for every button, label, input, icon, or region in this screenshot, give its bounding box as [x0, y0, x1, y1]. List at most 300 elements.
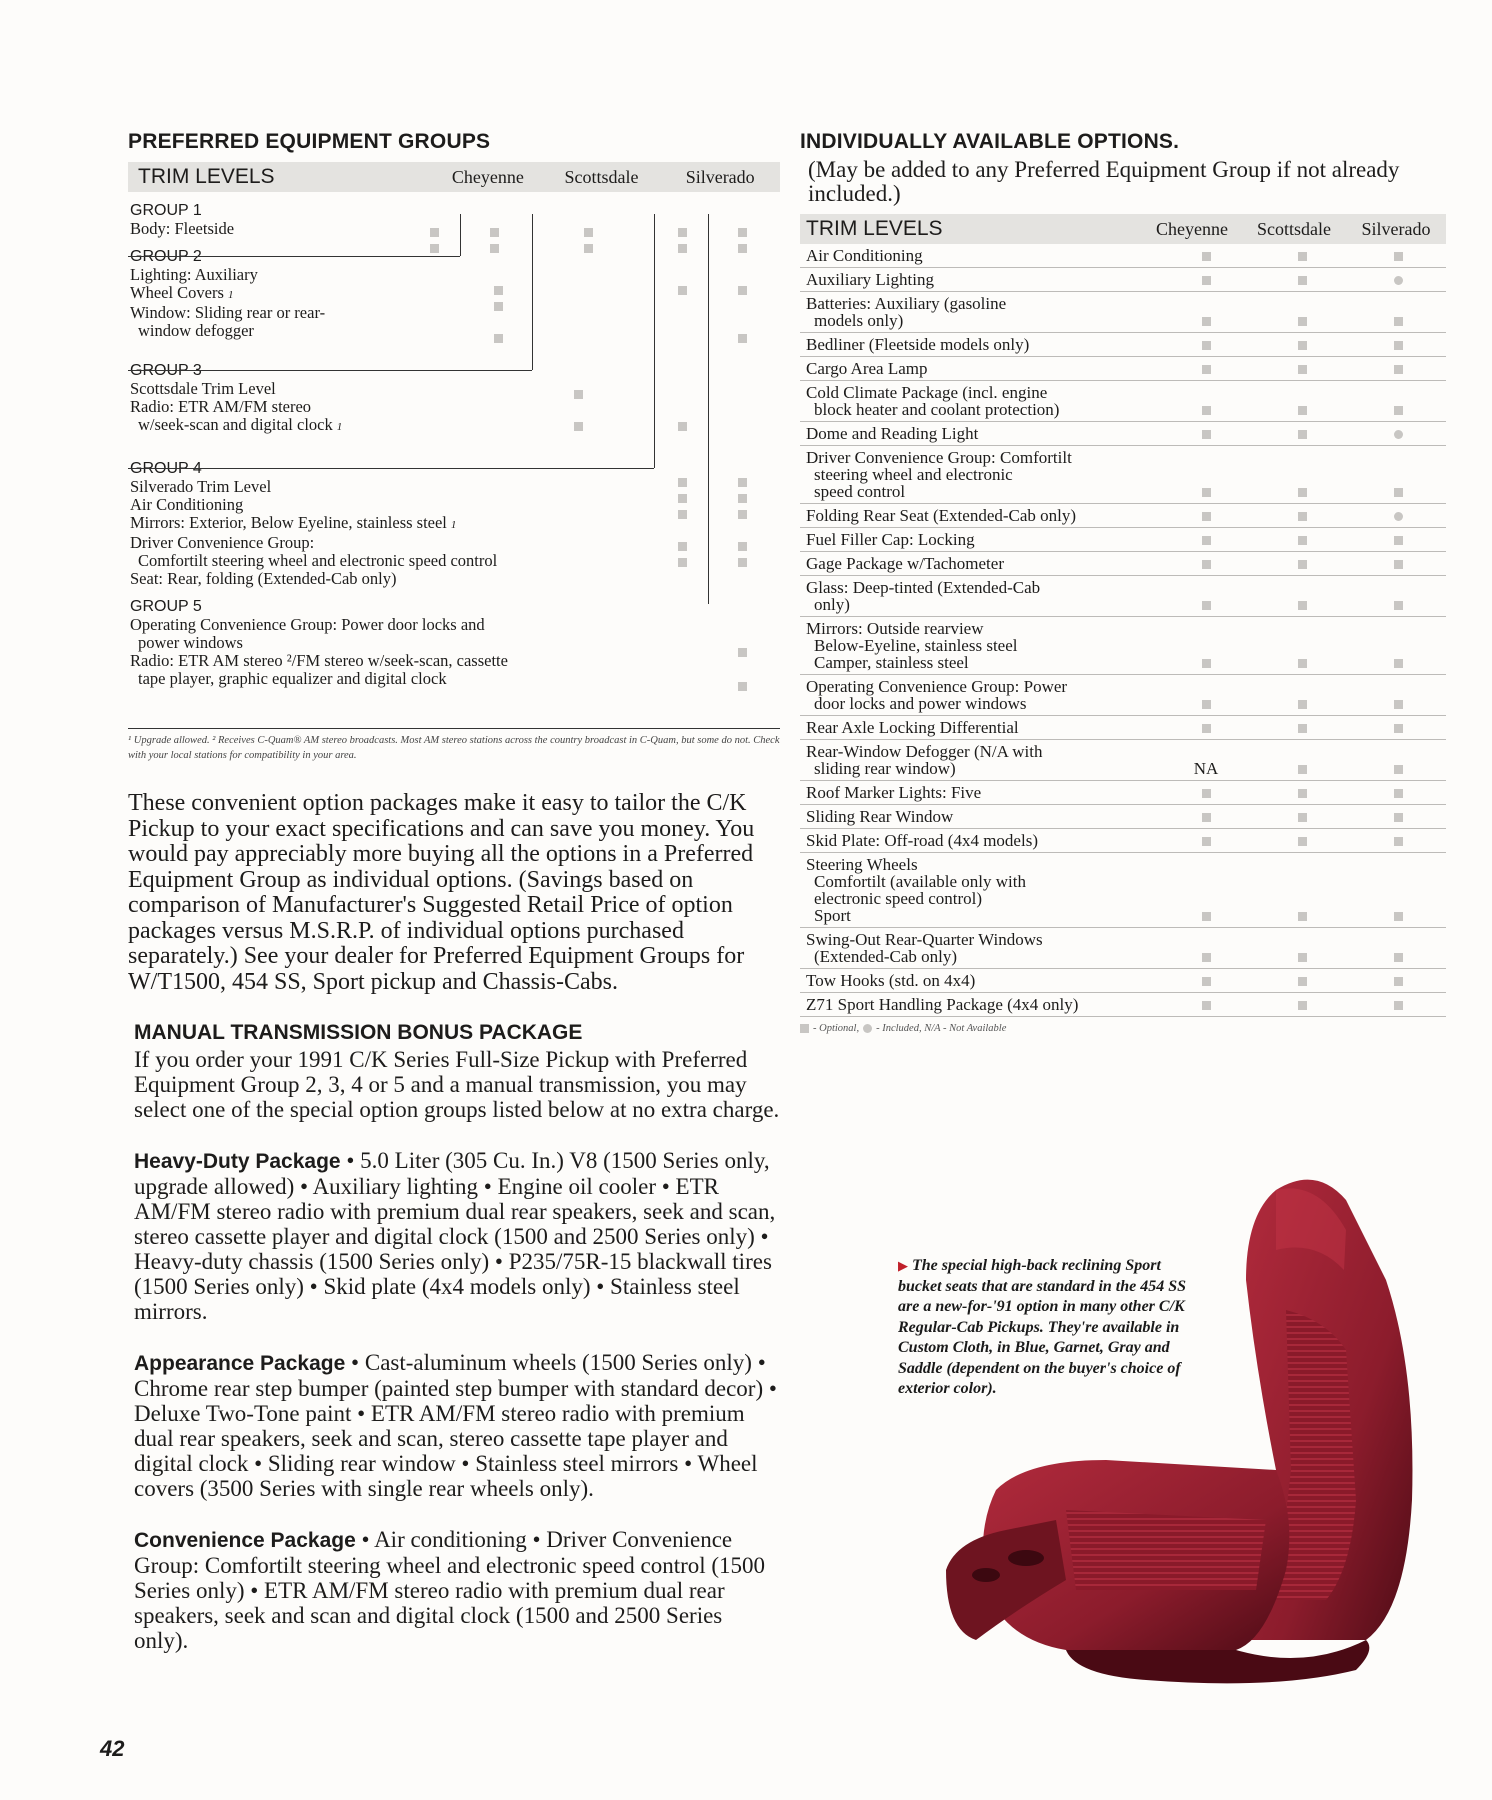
group-line: Driver Convenience Group:	[130, 533, 315, 552]
optional-icon	[1202, 724, 1211, 733]
option-availability-cell	[1254, 422, 1350, 446]
option-marker	[738, 648, 747, 657]
optional-icon	[1202, 488, 1211, 497]
optional-icon	[1202, 601, 1211, 610]
option-name-line: steering wheel and electronic	[814, 465, 1013, 484]
footnote-ref: 1	[450, 519, 457, 531]
convenience-package	[134, 1527, 780, 1653]
optional-icon	[1298, 953, 1307, 962]
group-5	[130, 598, 780, 688]
option-name-line: only)	[814, 595, 850, 614]
option-name-line: Swing-Out Rear-Quarter Windows	[806, 930, 1043, 949]
option-name-line: Skid Plate: Off-road (4x4 models)	[806, 831, 1038, 850]
option-availability-cell	[1158, 268, 1254, 292]
preferred-groups-heading: PREFERRED EQUIPMENT GROUPS	[128, 130, 491, 153]
group-line: Silverado Trim Level	[130, 477, 272, 496]
optional-icon	[1202, 252, 1211, 261]
option-availability-cell	[1158, 504, 1254, 528]
package-text: • 5.0 Liter (305 Cu. In.) V8 (1500 Series only, upgrade allowed) • Auxiliary lighting • Engine oil cooler • ETR AM/FM stereo radio with premium dual rear speakers, seek and scan, stereo cassette player and digital clock (1500 and 2500 Series only) • Heavy-duty chassis (1500 Series only) • P235/75R-15 blackwall tires (1500 Series only) • Skid plate (4x4 models only) • Stainless steel mirrors.	[134, 1148, 776, 1324]
optional-icon	[1394, 659, 1403, 668]
option-availability-cell	[1254, 244, 1350, 268]
option-availability-cell	[1158, 805, 1254, 829]
group-title: GROUP 5	[130, 598, 202, 615]
option-marker	[430, 228, 439, 237]
group-line: Operating Convenience Group: Power door locks and	[130, 615, 485, 634]
optional-icon	[1394, 912, 1403, 921]
option-name-line: speed control	[814, 482, 906, 501]
group-line: Air Conditioning	[130, 495, 244, 514]
intro-paragraph: These convenient option packages make it easy to tailor the C/K Pickup to your exact specifications and can save you money. You would pay appreciably more buying all the options in a Preferred Equipment Group as individual options. (Savings based on comparison of Manufacturer's Suggested Retail Price of option packages versus M.S.R.P. of individual options purchased separately.) See your dealer for Preferred Equipment Groups for W/T1500, 454 SS, Sport pickup and Chassis-Cabs.	[128, 790, 755, 995]
option-row	[800, 716, 1446, 740]
option-row	[800, 504, 1446, 528]
option-name-cell	[800, 617, 1158, 675]
option-name-cell	[800, 504, 1158, 528]
package-text: • Cast-aluminum wheels (1500 Series only) • Chrome rear step bumper (painted step bumper with standard decor) • Deluxe Two-Tone paint • ETR AM/FM stereo radio with premium dual rear speakers, seek and scan, stereo cassette tape player and digital clock • Sliding rear window • Stainless steel mirrors • Wheel covers (3500 Series with single rear wheels only).	[134, 1350, 777, 1501]
option-row	[800, 244, 1446, 268]
optional-icon	[1202, 837, 1211, 846]
optional-icon	[1202, 512, 1211, 521]
included-legend-text: - Included, N/A - Not Available	[876, 1023, 1007, 1034]
option-marker	[738, 244, 747, 253]
group-line: Radio: ETR AM/FM stereo	[130, 397, 312, 416]
option-name-line: sliding rear window)	[814, 759, 956, 778]
option-availability-cell	[1158, 292, 1254, 333]
optional-icon	[1202, 977, 1211, 986]
footnote-ref: 1	[227, 289, 234, 301]
option-name-cell	[800, 422, 1158, 446]
option-availability-cell	[1254, 805, 1350, 829]
group-1-bracket-bottom	[128, 256, 460, 257]
option-name-line: Glass: Deep-tinted (Extended-Cab	[806, 578, 1041, 597]
option-row	[800, 333, 1446, 357]
option-name-line: Air Conditioning	[806, 246, 923, 265]
option-name-line: Auxiliary Lighting	[806, 270, 934, 289]
option-name-line: door locks and power windows	[814, 694, 1027, 713]
option-availability-cell	[1158, 829, 1254, 853]
optional-icon	[1298, 659, 1307, 668]
option-availability-cell	[1350, 357, 1446, 381]
trim-scottsdale-header: Scottsdale	[1257, 218, 1331, 239]
option-name-cell	[800, 381, 1158, 422]
group-4-bracket-right	[708, 214, 709, 604]
option-name-cell	[800, 928, 1158, 969]
option-marker	[678, 244, 687, 253]
option-row	[800, 576, 1446, 617]
option-name-line: Sport	[814, 906, 851, 925]
group-2-bracket-right	[532, 214, 533, 370]
seat-caption-text: The special high-back reclining Sport bucket seats that are standard in the 454 SS are a new-for-'91 option in many other C/K Regular-Cab Pickups. They're available in Custom Cloth, in Blue, Garnet, Gray and Saddle (dependent on the buyer's choice of exterior color).	[898, 1257, 1187, 1397]
option-marker	[584, 228, 593, 237]
group-3-bracket-right	[654, 214, 655, 468]
option-name-cell	[800, 969, 1158, 993]
included-icon	[1394, 430, 1403, 439]
optional-icon	[1394, 536, 1403, 545]
option-name-line: Cold Climate Package (incl. engine	[806, 383, 1048, 402]
option-availability-cell	[1350, 552, 1446, 576]
package-text: • Air conditioning • Driver Convenience Group: Comfortilt steering wheel and electronic speed control (1500 Series only) • ETR AM/FM stereo radio with premium dual rear speakers, seek and scan and digital clock (1500 and 2500 Series only).	[134, 1527, 766, 1653]
option-name-cell	[800, 292, 1158, 333]
optional-icon	[1202, 813, 1211, 822]
option-marker	[494, 286, 503, 295]
left-column	[128, 130, 780, 1653]
option-name-line: electronic speed control)	[814, 889, 983, 908]
option-name-line: Below-Eyeline, stainless steel	[814, 636, 1018, 655]
option-availability-cell	[1254, 993, 1350, 1017]
option-availability-cell	[1254, 853, 1350, 928]
option-marker	[738, 542, 747, 551]
option-name-cell	[800, 675, 1158, 716]
option-row	[800, 928, 1446, 969]
optional-icon	[1298, 1001, 1307, 1010]
option-availability-cell	[1158, 422, 1254, 446]
option-row	[800, 446, 1446, 504]
option-row	[800, 993, 1446, 1017]
option-name-line: Cargo Area Lamp	[806, 359, 928, 378]
group-line: Lighting: Auxiliary	[130, 265, 258, 284]
option-row	[800, 781, 1446, 805]
option-availability-cell	[1350, 993, 1446, 1017]
option-marker	[738, 228, 747, 237]
option-availability-cell	[1254, 552, 1350, 576]
trim-levels-label: TRIM LEVELS	[138, 165, 275, 188]
option-marker	[678, 558, 687, 567]
option-availability-cell	[1254, 716, 1350, 740]
option-marker	[430, 244, 439, 253]
heavy-duty-package	[134, 1148, 780, 1324]
optional-icon	[1298, 813, 1307, 822]
option-marker	[738, 334, 747, 343]
optional-icon	[1298, 430, 1307, 439]
optional-icon	[1202, 406, 1211, 415]
option-availability-cell	[1158, 576, 1254, 617]
options-table-body	[800, 244, 1446, 1017]
optional-icon	[1202, 430, 1211, 439]
option-marker	[574, 390, 583, 399]
option-availability-cell	[1350, 446, 1446, 504]
option-availability-cell	[1158, 675, 1254, 716]
optional-icon	[1298, 406, 1307, 415]
option-name-cell	[800, 528, 1158, 552]
option-row	[800, 357, 1446, 381]
group-title: GROUP 2	[130, 248, 202, 265]
optional-icon	[1394, 700, 1403, 709]
option-marker	[678, 494, 687, 503]
option-row	[800, 853, 1446, 928]
group-line: tape player, graphic equalizer and digital clock	[138, 669, 447, 688]
option-marker	[494, 302, 503, 311]
package-name: Appearance Package	[134, 1352, 346, 1375]
optional-icon	[1298, 365, 1307, 374]
option-row	[800, 292, 1446, 333]
option-row	[800, 675, 1446, 716]
optional-icon	[1202, 912, 1211, 921]
option-availability-cell	[1254, 528, 1350, 552]
option-availability-cell	[1158, 928, 1254, 969]
option-availability-cell	[1350, 244, 1446, 268]
option-marker	[494, 334, 503, 343]
optional-icon	[1394, 765, 1403, 774]
group-line: power windows	[138, 633, 243, 652]
optional-icon	[1202, 659, 1211, 668]
option-row	[800, 381, 1446, 422]
option-availability-cell	[1158, 781, 1254, 805]
option-name-line: (Extended-Cab only)	[814, 947, 958, 966]
option-availability-cell	[1350, 928, 1446, 969]
option-name-cell	[800, 781, 1158, 805]
options-trim-header	[800, 214, 1446, 244]
option-marker	[738, 478, 747, 487]
option-name-cell	[800, 333, 1158, 357]
option-availability-cell	[1158, 381, 1254, 422]
optional-legend-text: - Optional,	[813, 1023, 860, 1034]
option-availability-cell	[1254, 357, 1350, 381]
optional-icon	[1394, 977, 1403, 986]
optional-icon	[1394, 560, 1403, 569]
optional-icon	[1202, 953, 1211, 962]
trim-cheyenne-header: Cheyenne	[1156, 218, 1228, 239]
option-name-line: Comfortilt (available only with	[814, 872, 1026, 891]
option-availability-cell	[1350, 576, 1446, 617]
option-availability-cell	[1350, 333, 1446, 357]
optional-icon	[1394, 1001, 1403, 1010]
optional-icon	[1202, 341, 1211, 350]
optional-icon	[1394, 252, 1403, 261]
option-name-line: Sliding Rear Window	[806, 807, 954, 826]
option-name-line: Operating Convenience Group: Power	[806, 677, 1068, 696]
option-availability-cell	[1350, 716, 1446, 740]
group-line: Radio: ETR AM stereo ²/FM stereo w/seek-scan, cassette	[130, 651, 508, 670]
optional-icon	[1202, 700, 1211, 709]
group-line-text: w/seek-scan and digital clock	[138, 415, 333, 434]
option-name-cell	[800, 244, 1158, 268]
option-row	[800, 552, 1446, 576]
option-row	[800, 422, 1446, 446]
optional-icon	[1298, 341, 1307, 350]
option-name-line: Bedliner (Fleetside models only)	[806, 335, 1030, 354]
option-name-line: Tow Hooks (std. on 4x4)	[806, 971, 976, 990]
option-availability-cell	[1350, 381, 1446, 422]
option-availability-cell	[1158, 617, 1254, 675]
option-availability-cell	[1158, 716, 1254, 740]
option-marker	[678, 542, 687, 551]
individual-options-heading: INDIVIDUALLY AVAILABLE OPTIONS.	[800, 130, 1180, 153]
option-row	[800, 969, 1446, 993]
option-row	[800, 617, 1446, 675]
group-line: Seat: Rear, folding (Extended-Cab only)	[130, 569, 397, 588]
option-availability-cell	[1158, 969, 1254, 993]
option-availability-cell	[1158, 552, 1254, 576]
option-marker	[584, 244, 593, 253]
optional-icon	[1298, 536, 1307, 545]
option-name-line: Camper, stainless steel	[814, 653, 969, 672]
optional-icon	[1298, 789, 1307, 798]
option-name-line: Driver Convenience Group: Comfortilt	[806, 448, 1072, 467]
optional-legend-icon	[800, 1024, 809, 1033]
option-marker	[738, 494, 747, 503]
optional-icon	[1202, 1001, 1211, 1010]
optional-icon	[1298, 977, 1307, 986]
option-name-cell	[800, 829, 1158, 853]
option-name-line: Fuel Filler Cap: Locking	[806, 530, 975, 549]
optional-icon	[1298, 317, 1307, 326]
group-line-text: Wheel Covers	[130, 283, 224, 302]
group-line: Scottsdale Trim Level	[130, 379, 276, 398]
trim-silverado-header: Silverado	[1361, 218, 1431, 239]
option-availability-cell	[1254, 446, 1350, 504]
option-availability-cell	[1254, 675, 1350, 716]
option-availability-cell	[1254, 829, 1350, 853]
option-name-line: Mirrors: Outside rearview	[806, 619, 984, 638]
option-availability-cell	[1254, 740, 1350, 781]
arrow-right-icon: ▶	[898, 1258, 908, 1273]
option-availability-cell	[1158, 528, 1254, 552]
option-availability-cell	[1350, 528, 1446, 552]
group-title: GROUP 4	[130, 460, 202, 477]
group-line: window defogger	[138, 321, 254, 340]
option-row	[800, 740, 1446, 781]
option-name-cell	[800, 357, 1158, 381]
footnote: ¹ Upgrade allowed. ² Receives C-Quam® AM stereo broadcasts. Most AM stereo stations across the country broadcast in C-Quam, but some do not. Check with your local stations for compatibility in your area.	[128, 735, 780, 761]
option-availability-cell	[1350, 422, 1446, 446]
footnote-ref: 1	[336, 421, 343, 433]
not-available-label: NA	[1193, 759, 1219, 778]
group-3-bracket-bottom	[128, 468, 654, 469]
optional-icon	[1394, 813, 1403, 822]
option-availability-cell	[1350, 781, 1446, 805]
option-name-line: Z71 Sport Handling Package (4x4 only)	[806, 995, 1079, 1014]
option-availability-cell	[1350, 504, 1446, 528]
option-name-line: Dome and Reading Light	[806, 424, 979, 443]
optional-icon	[1298, 724, 1307, 733]
option-marker	[490, 244, 499, 253]
optional-icon	[1298, 252, 1307, 261]
option-marker	[678, 478, 687, 487]
option-availability-cell	[1254, 617, 1350, 675]
group-line: Body: Fleetside	[130, 219, 235, 238]
option-availability-cell	[1350, 675, 1446, 716]
sport-bucket-seat-image	[946, 1170, 1446, 1690]
optional-icon	[1394, 317, 1403, 326]
included-legend-icon	[863, 1024, 872, 1033]
option-name-line: Rear Axle Locking Differential	[806, 718, 1019, 737]
option-name-cell	[800, 805, 1158, 829]
option-row	[800, 268, 1446, 292]
option-marker	[738, 510, 747, 519]
option-availability-cell	[1158, 853, 1254, 928]
bonus-package-heading: MANUAL TRANSMISSION BONUS PACKAGE	[134, 1021, 583, 1044]
optional-icon	[1394, 601, 1403, 610]
option-name-cell	[800, 993, 1158, 1017]
optional-icon	[1298, 700, 1307, 709]
option-availability-cell	[1254, 928, 1350, 969]
appearance-package	[134, 1350, 780, 1501]
individual-options-subheading: (May be added to any Preferred Equipment Group if not already included.)	[808, 157, 1400, 206]
option-availability-cell	[1350, 740, 1446, 781]
page-number: 42	[100, 1736, 125, 1761]
option-name-line: Gage Package w/Tachometer	[806, 554, 1004, 573]
trim-scottsdale-header: Scottsdale	[564, 166, 639, 187]
option-availability-cell	[1254, 781, 1350, 805]
option-name-line: block heater and coolant protection)	[814, 400, 1060, 419]
option-availability-cell	[1254, 333, 1350, 357]
optional-icon	[1298, 912, 1307, 921]
option-availability-cell	[1254, 381, 1350, 422]
right-column	[800, 130, 1446, 1034]
option-marker	[678, 422, 687, 431]
option-name-cell	[800, 853, 1158, 928]
optional-icon	[1202, 536, 1211, 545]
optional-icon	[1202, 560, 1211, 569]
group-1-bracket-right	[460, 214, 461, 256]
included-icon	[1394, 276, 1403, 285]
option-name-cell	[800, 268, 1158, 292]
option-name-line: Folding Rear Seat (Extended-Cab only)	[806, 506, 1077, 525]
optional-icon	[1394, 365, 1403, 374]
group-title: GROUP 3	[130, 362, 202, 379]
option-name-cell	[800, 716, 1158, 740]
equipment-groups-table	[128, 192, 780, 729]
optional-icon	[1394, 341, 1403, 350]
optional-icon	[1202, 276, 1211, 285]
trim-silverado-header: Silverado	[685, 166, 755, 187]
option-name-line: Steering Wheels	[806, 855, 918, 874]
option-marker	[574, 422, 583, 431]
option-availability-cell	[1350, 292, 1446, 333]
option-row	[800, 829, 1446, 853]
optional-icon	[1298, 765, 1307, 774]
optional-icon	[1298, 837, 1307, 846]
optional-icon	[1394, 789, 1403, 798]
option-availability-cell	[1158, 446, 1254, 504]
optional-icon	[1202, 317, 1211, 326]
group-line-text: Mirrors: Exterior, Below Eyeline, stainless steel	[130, 513, 447, 532]
option-name-line: Rear-Window Defogger (N/A with	[806, 742, 1043, 761]
group-title: GROUP 1	[130, 202, 202, 219]
seat-caption	[898, 1256, 1198, 1400]
option-name-line: models only)	[814, 311, 904, 330]
option-availability-cell	[1350, 268, 1446, 292]
option-name-line: Batteries: Auxiliary (gasoline	[806, 294, 1007, 313]
optional-icon	[1394, 837, 1403, 846]
option-availability-cell	[1254, 292, 1350, 333]
option-name-cell	[800, 576, 1158, 617]
option-availability-cell	[1158, 357, 1254, 381]
option-name-line: Roof Marker Lights: Five	[806, 783, 982, 802]
option-name-cell	[800, 740, 1158, 781]
option-marker	[738, 286, 747, 295]
option-availability-cell	[1350, 853, 1446, 928]
option-marker	[678, 286, 687, 295]
option-availability-cell	[1158, 740, 1254, 781]
option-availability-cell	[1254, 576, 1350, 617]
option-availability-cell	[1158, 993, 1254, 1017]
optional-icon	[1394, 488, 1403, 497]
option-availability-cell	[1254, 504, 1350, 528]
options-legend	[800, 1023, 1446, 1034]
trim-levels-label: TRIM LEVELS	[806, 217, 943, 240]
optional-icon	[1298, 276, 1307, 285]
option-name-cell	[800, 446, 1158, 504]
option-availability-cell	[1350, 969, 1446, 993]
group-line: Comfortilt steering wheel and electronic speed control	[138, 551, 498, 570]
optional-icon	[1394, 406, 1403, 415]
option-marker	[738, 682, 747, 691]
option-marker	[490, 228, 499, 237]
option-availability-cell	[1350, 829, 1446, 853]
optional-icon	[1394, 724, 1403, 733]
option-availability-cell	[1350, 805, 1446, 829]
group-2-bracket-bottom	[128, 370, 532, 371]
